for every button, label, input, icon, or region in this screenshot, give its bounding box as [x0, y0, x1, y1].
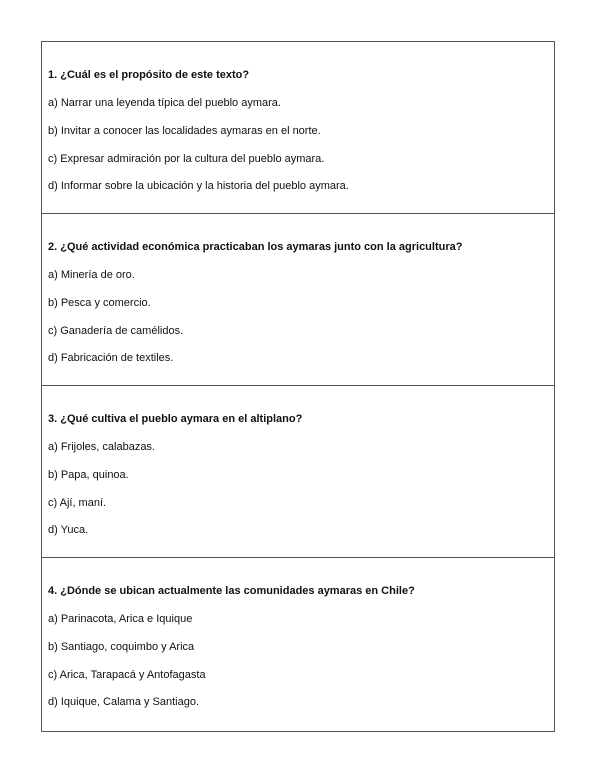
question-text: 4. ¿Dónde se ubican actualmente las comunidades aymaras en Chile?: [48, 585, 415, 597]
answer-option-c[interactable]: c) Expresar admiración por la cultura del pueblo aymara.: [48, 153, 325, 165]
answer-option-b[interactable]: b) Invitar a conocer las localidades aymaras en el norte.: [48, 125, 321, 137]
answer-option-a[interactable]: a) Minería de oro.: [48, 269, 135, 281]
question-block-1: [42, 42, 554, 214]
question-block-4: [42, 558, 554, 731]
answer-option-a[interactable]: a) Frijoles, calabazas.: [48, 441, 155, 453]
question-block-3: [42, 386, 554, 558]
answer-option-d[interactable]: d) Yuca.: [48, 524, 89, 536]
answer-option-b[interactable]: b) Pesca y comercio.: [48, 297, 151, 309]
answer-option-b[interactable]: b) Santiago, coquimbo y Arica: [48, 641, 195, 653]
question-text: 1. ¿Cuál es el propósito de este texto?: [48, 69, 250, 81]
question-text: 2. ¿Qué actividad económica practicaban los aymaras junto con la agricultura?: [48, 241, 463, 253]
quiz-table: [41, 41, 555, 732]
question-text: 3. ¿Qué cultiva el pueblo aymara en el altiplano?: [48, 413, 303, 425]
answer-option-d[interactable]: d) Fabricación de textiles.: [48, 352, 174, 364]
answer-option-a[interactable]: a) Parinacota, Arica e Iquique: [48, 613, 193, 625]
answer-option-c[interactable]: c) Ají, maní.: [48, 497, 107, 509]
question-block-2: [42, 214, 554, 386]
answer-option-c[interactable]: c) Arica, Tarapacá y Antofagasta: [48, 669, 206, 681]
answer-option-d[interactable]: d) Informar sobre la ubicación y la historia del pueblo aymara.: [48, 180, 349, 192]
answer-option-b[interactable]: b) Papa, quinoa.: [48, 469, 129, 481]
answer-option-a[interactable]: a) Narrar una leyenda típica del pueblo aymara.: [48, 97, 281, 109]
answer-option-c[interactable]: c) Ganadería de camélidos.: [48, 325, 184, 337]
answer-option-d[interactable]: d) Iquique, Calama y Santiago.: [48, 696, 200, 708]
